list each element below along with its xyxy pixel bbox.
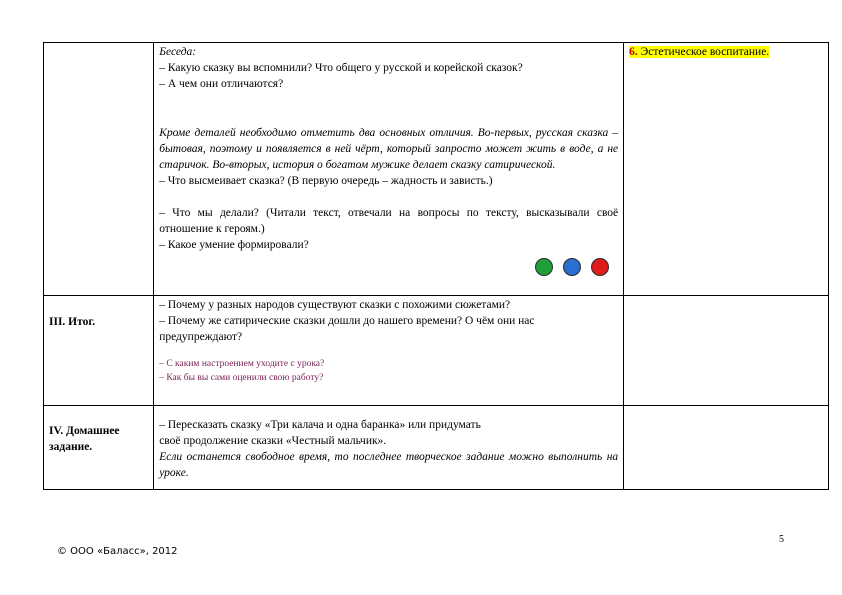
stage-label: IV. Домашнее задание. <box>49 425 120 453</box>
question-line: – Какую сказку вы вспомнили? Что общего у русской и корейской сказок? <box>159 62 523 74</box>
content-cell <box>154 406 624 490</box>
reflection-question: – Как бы вы сами оценили свою работу? <box>159 373 324 383</box>
copyright-footer: © ООО «Баласс», 2012 <box>57 546 178 557</box>
table-row <box>44 296 829 406</box>
note-cell <box>624 43 829 296</box>
lesson-plan-table <box>43 42 829 490</box>
table-row <box>44 43 829 296</box>
homework-note: Если останется свободное время, то последнее творческое задание можно выполнить на уроке. <box>159 451 619 479</box>
stage-cell <box>44 296 154 406</box>
reflection-question: – С каким настроением уходите с урока? <box>159 359 325 369</box>
stage-label: III. Итог. <box>49 316 96 328</box>
note-number: 6. <box>629 46 638 58</box>
question-paragraph: – Почему же сатирические сказки дошли до нашего времени? О чём они нас предупреждают? <box>159 315 535 343</box>
question-line: – Что высмеивает сказка? (В первую очередь – жадность и зависть.) <box>159 175 493 187</box>
teacher-note-paragraph: Кроме деталей необходимо отметить два основных отличия. Во-первых, русская сказка – бытовая, поэтому и появляется в ней чёрт, который запросто может жить в воде, а не старичок. Во-вторых, история о богатом мужике делает сказку сатирической. <box>159 127 619 171</box>
content-cell <box>154 296 624 406</box>
note-cell <box>624 406 829 490</box>
homework-line: – Пересказать сказку «Три калача и одна баранка» или придумать <box>159 419 481 431</box>
homework-line: своё продолжение сказки «Честный мальчик». <box>159 435 387 447</box>
stage-cell <box>44 406 154 490</box>
question-line: – Почему у разных народов существуют сказки с похожими сюжетами? <box>159 299 511 311</box>
question-paragraph: – Что мы делали? (Читали текст, отвечали на вопросы по тексту, высказывали своё отношение к героям.) <box>159 207 619 235</box>
page-number: 5 <box>779 534 784 545</box>
color-circles <box>535 258 609 276</box>
question-line: – А чем они отличаются? <box>159 78 284 90</box>
question-line: – Какое умение формировали? <box>159 239 309 251</box>
green-circle-icon <box>535 258 553 276</box>
note-text: Эстетическое воспитание. <box>637 46 770 58</box>
red-circle-icon <box>591 258 609 276</box>
content-cell <box>154 43 624 296</box>
highlighted-note <box>629 46 769 58</box>
blue-circle-icon <box>563 258 581 276</box>
stage-cell <box>44 43 154 296</box>
note-cell <box>624 296 829 406</box>
conversation-heading: Беседа: <box>159 46 197 58</box>
table-row <box>44 406 829 490</box>
